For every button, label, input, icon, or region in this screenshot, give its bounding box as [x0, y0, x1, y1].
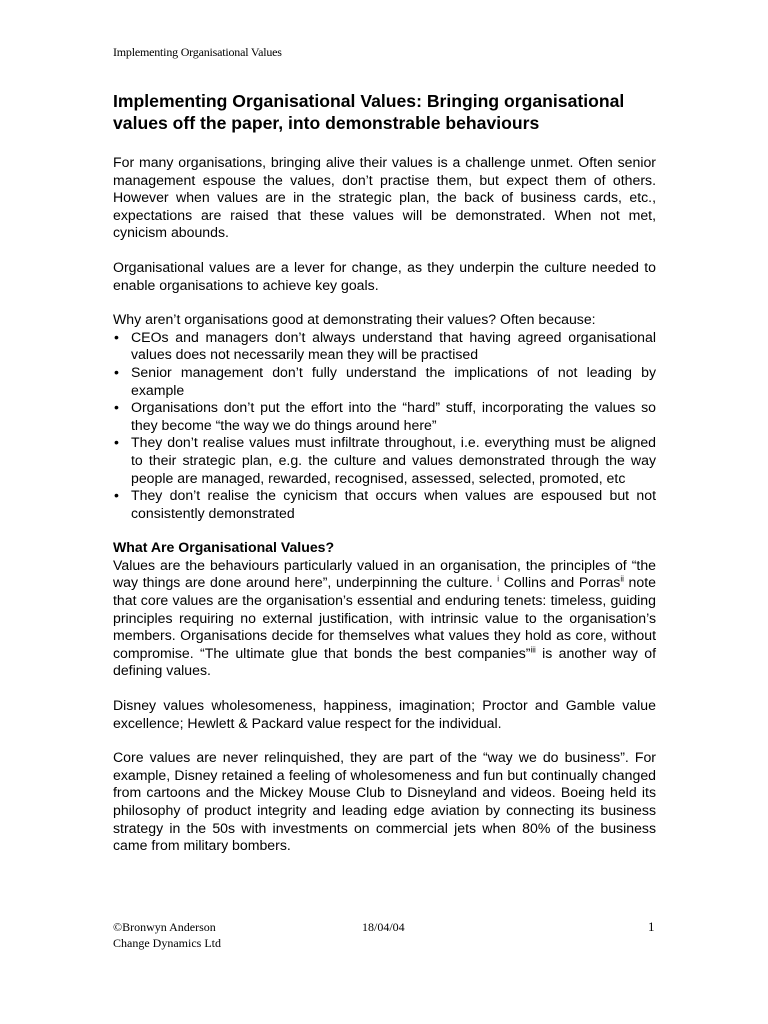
footer-author: ©Bronwyn Anderson [113, 920, 216, 934]
list-item [113, 329, 656, 364]
bullet-icon: • [114, 363, 119, 380]
list-item [113, 487, 656, 522]
page-number: 1 [648, 919, 655, 934]
bullet-icon: • [114, 399, 119, 416]
endnote-ref-iii: iii [530, 645, 536, 655]
document-body [113, 90, 656, 872]
footer-author-block [113, 920, 221, 951]
list-item-text: Senior management don’t fully understand the implications of not leading by example [131, 363, 656, 398]
list-item [113, 434, 656, 487]
list-item-text: They don’t realise values must infiltrate throughout, i.e. everything must be aligned to their strategic plan, e.g. the culture and values demonstrated through the way people are managed, rewarded, recognised, assessed, selected, promoted, etc [131, 434, 656, 486]
definition-text-4: is another way of defining values. [113, 644, 656, 679]
lever-paragraph: Organisational values are a lever for change, as they underpin the culture needed to enable organisations to achieve key goals. [113, 258, 656, 293]
list-item-text: CEOs and managers don’t always understand that having agreed organisational values does not necessarily mean they will be practised [131, 328, 656, 363]
list-item [113, 399, 656, 434]
bullet-icon: • [114, 434, 119, 451]
why-intro-paragraph: Why aren’t organisations good at demonstrating their values? Often because: [113, 311, 596, 328]
examples-paragraph: Disney values wholesomeness, happiness, imagination; Proctor and Gamble value excellence; Hewlett & Packard value respect for the individual. [113, 697, 656, 731]
running-header: Implementing Organisational Values [113, 45, 282, 59]
definition-text-2: Collins and Porras [499, 574, 621, 591]
list-item [113, 364, 656, 399]
intro-paragraph: For many organisations, bringing alive their values is a challenge unmet. Often senior management espouse the values, don’t practise them, but expect them of others. However when values are in the strategic plan, the back of business cards, etc., expectations are raised that these values will be demonstrated. When not met, cynicism abounds. [113, 154, 656, 241]
definition-text-1: Values are the behaviours particularly valued in an organisation, the principles of “the way things are done around here”, underpinning the culture. [113, 556, 656, 591]
endnote-ref-i: i [497, 574, 500, 584]
definition-text-3: note that core values are the organisation’s essential and enduring tenets: timeless, guiding principles requiring no external justification, with intrinsic value to the organisation’s members. Organisations decide for themselves what values they hold as core, without compromise. “The ultimate glue that bonds the best companies” [113, 574, 656, 661]
list-item-text: Organisations don’t put the effort into the “hard” stuff, incorporating the values so they become “the way we do things around here” [131, 399, 656, 433]
definition-paragraph [113, 557, 656, 680]
bullet-icon: • [114, 328, 119, 345]
document-title: Implementing Organisational Values: Bringing organisational values off the paper, into demonstrable behaviours [113, 91, 625, 133]
reasons-list [113, 329, 656, 523]
footer-company: Change Dynamics Ltd [113, 935, 221, 950]
list-item-text: They don’t realise the cynicism that occurs when values are espoused but not consistently demonstrated [131, 487, 656, 521]
footer-date: 18/04/04 [362, 920, 405, 934]
core-values-paragraph: Core values are never relinquished, they are part of the “way we do business”. For example, Disney retained a feeling of wholesomeness and fun but continually changed from cartoons and the Mickey Mouse Club to Disneyland and videos. Boeing held its philosophy of product integrity and leading edge aviation by connecting its business strategy in the 50s with investments on commercial jets when 80% of the business came from military bombers. [113, 749, 656, 854]
section-heading: What Are Organisational Values? [113, 539, 335, 556]
endnote-ref-ii: ii [620, 574, 624, 584]
bullet-icon: • [114, 487, 119, 504]
